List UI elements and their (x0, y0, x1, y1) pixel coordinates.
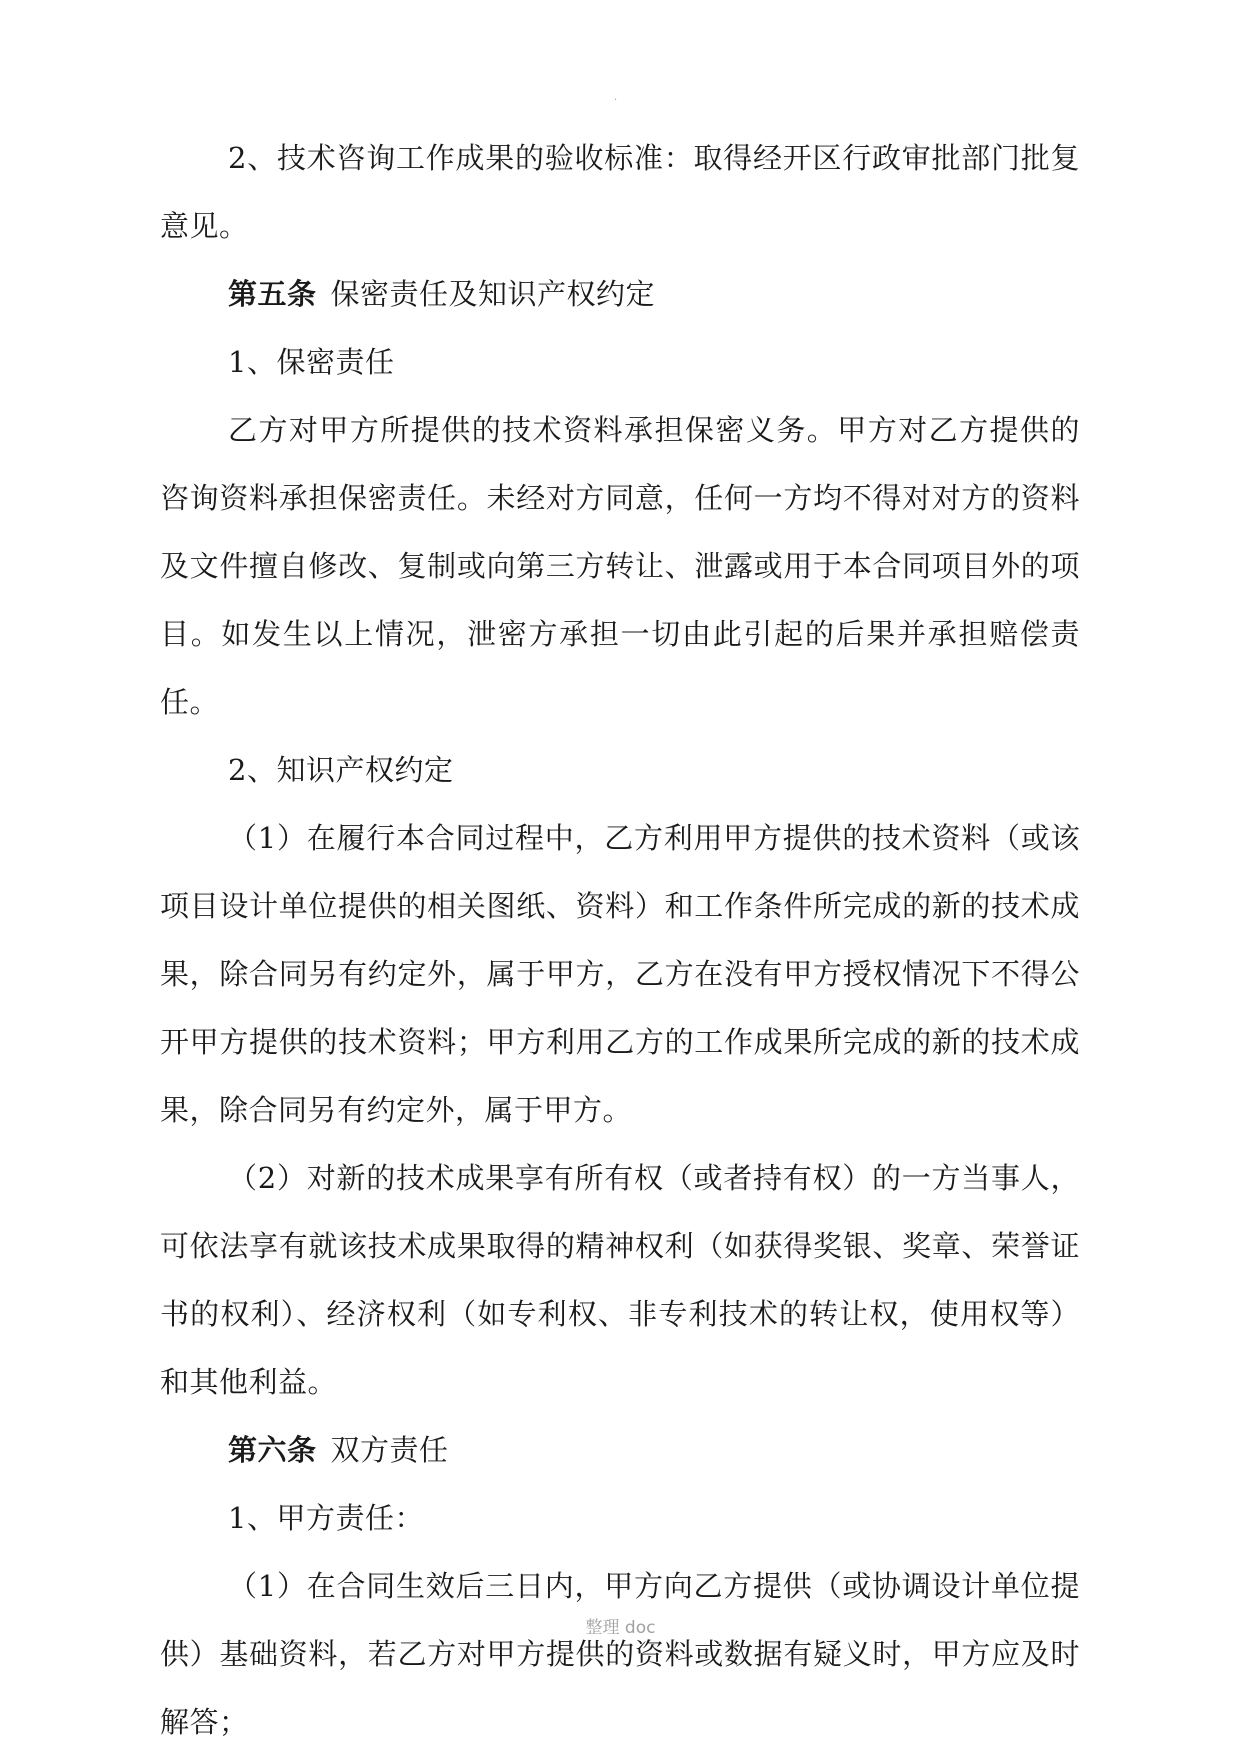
section-title: 保密责任及知识产权约定 (330, 277, 656, 311)
confidentiality-paragraph: 乙方对甲方所提供的技术资料承担保密义务。甲方对乙方提供的咨询资料承担保密责任。未经对方同意，任何一方均不得对对方的资料及文件擅自修改、复制或向第三方转让、泄露或用于本合同项目外的项目。如发生以上情况，泄密方承担一切由此引起的后果并承担赔偿责任。 (160, 413, 1080, 719)
section-heading-6 (160, 1416, 1080, 1484)
document-body (160, 124, 1080, 1756)
page-footer: 整理 doc (585, 1618, 656, 1638)
ip-clause-1: （1）在履行本合同过程中，乙方利用甲方提供的技术资料（或该项目设计单位提供的相关图纸、资料）和工作条件所完成的新的技术成果，除合同另有约定外，属于甲方，乙方在没有甲方授权情况下不得公开甲方提供的技术资料；甲方利用乙方的工作成果所完成的新的技术成果，除合同另有约定外，属于甲方。 (160, 821, 1080, 1127)
confidentiality-heading: 1、保密责任 (228, 345, 395, 379)
section-title: 双方责任 (330, 1433, 449, 1467)
section-heading-5 (160, 260, 1080, 328)
section-number: 第六条 (228, 1433, 317, 1467)
ip-clause-2: （2）对新的技术成果享有所有权（或者持有权）的一方当事人，可依法享有就该技术成果取得的精神权利（如获得奖银、奖章、荣誉证书的权利）、经济权利（如专利权、非专利技术的转让权，使用权等）和其他利益。 (160, 1161, 1080, 1399)
party-a-clause-1: （1）在合同生效后三日内，甲方向乙方提供（或协调设计单位提供）基础资料，若乙方对甲方提供的资料或数据有疑义时，甲方应及时解答； (160, 1569, 1080, 1739)
section-number: 第五条 (228, 277, 317, 311)
paragraph-acceptance-standard: 2、技术咨询工作成果的验收标准：取得经开区行政审批部门批复意见。 (160, 141, 1080, 243)
party-a-heading: 1、甲方责任： (228, 1501, 424, 1535)
ip-heading: 2、知识产权约定 (228, 753, 454, 787)
header-mark: · (614, 95, 618, 106)
